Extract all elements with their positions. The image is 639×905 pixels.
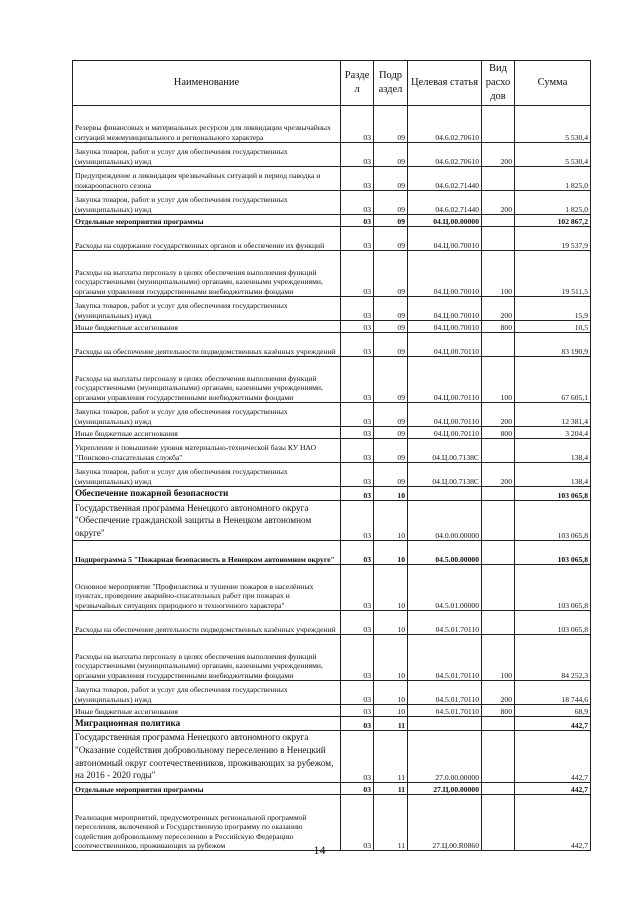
row-expense-type-cell — [482, 541, 515, 565]
row-target-cell — [408, 717, 482, 731]
row-expense-type-cell — [482, 783, 515, 795]
row-expense-type-cell — [482, 227, 515, 251]
row-sum-cell: 12 381,4 — [515, 403, 591, 427]
row-podrazdel-cell: 09 — [374, 167, 408, 191]
row-sum-cell: 19 537,9 — [515, 227, 591, 251]
row-target-cell: 04.5.01.70110 — [408, 635, 482, 681]
row-podrazdel-cell: 10 — [374, 541, 408, 565]
row-podrazdel-cell: 09 — [374, 427, 408, 439]
table-row — [73, 191, 591, 215]
row-podrazdel-cell: 10 — [374, 705, 408, 717]
row-podrazdel-cell: 10 — [374, 681, 408, 705]
row-expense-type-cell: 800 — [482, 705, 515, 717]
row-target-cell: 04.Ц.00.70010 — [408, 321, 482, 333]
row-name-cell: Государственная программа Ненецкого автономного округа "Оказание содействия добровольному переселению в Ненецкий автономный округ соотечественников, проживающих за рубежом, на 2016 - 2020 годы" — [73, 731, 341, 783]
row-name-cell: Отдельные мероприятия программы — [73, 215, 341, 227]
row-name-cell: Расходы на выплаты персоналу в целях обеспечения выполнения функций государственными (муниципальными) органами, казенными учреждениями, органами управления государственными внебюджетными фондами — [73, 635, 341, 681]
row-sum-cell: 102 867,2 — [515, 215, 591, 227]
row-podrazdel-cell: 11 — [374, 717, 408, 731]
row-expense-type-cell — [482, 106, 515, 143]
row-sum-cell: 103 065,8 — [515, 487, 591, 501]
row-razdel-cell: 03 — [341, 717, 374, 731]
header-podrazdel: Подр аздел — [374, 61, 408, 106]
table-row — [73, 403, 591, 427]
row-podrazdel-cell: 09 — [374, 143, 408, 167]
row-razdel-cell: 03 — [341, 731, 374, 783]
header-expense-type: Вид расхо дов — [482, 61, 515, 106]
row-podrazdel-cell: 09 — [374, 227, 408, 251]
row-podrazdel-cell: 11 — [374, 795, 408, 851]
table-row — [73, 565, 591, 611]
row-name-cell: Закупка товаров, работ и услуг для обеспечения государственных (муниципальных) нужд — [73, 403, 341, 427]
row-sum-cell: 68,9 — [515, 705, 591, 717]
row-podrazdel-cell: 09 — [374, 297, 408, 321]
row-razdel-cell: 03 — [341, 357, 374, 403]
row-target-cell: 04.Ц.00.70110 — [408, 427, 482, 439]
row-target-cell: 04.Ц.00.70010 — [408, 251, 482, 297]
row-sum-cell: 442,7 — [515, 731, 591, 783]
row-razdel-cell: 03 — [341, 297, 374, 321]
row-razdel-cell: 03 — [341, 611, 374, 635]
row-razdel-cell: 03 — [341, 106, 374, 143]
row-sum-cell: 10,5 — [515, 321, 591, 333]
row-name-cell: Основное мероприятие "Профилактика и тушение пожаров в населённых пунктах, проведение аварийно-спасательных работ при пожарах и чрезвычайных ситуациях природного и техногенного характера" — [73, 565, 341, 611]
table-row — [73, 215, 591, 227]
row-sum-cell: 1 825,0 — [515, 191, 591, 215]
table-row — [73, 106, 591, 143]
row-expense-type-cell: 200 — [482, 463, 515, 487]
row-expense-type-cell: 800 — [482, 321, 515, 333]
row-podrazdel-cell: 09 — [374, 463, 408, 487]
row-target-cell: 04.5.00.00000 — [408, 541, 482, 565]
row-expense-type-cell — [482, 167, 515, 191]
row-razdel-cell: 03 — [341, 795, 374, 851]
row-razdel-cell: 03 — [341, 541, 374, 565]
row-expense-type-cell: 200 — [482, 681, 515, 705]
row-sum-cell: 1 825,0 — [515, 167, 591, 191]
row-target-cell: 04.6.02.71440 — [408, 167, 482, 191]
table-row — [73, 427, 591, 439]
row-razdel-cell: 03 — [341, 783, 374, 795]
row-name-cell: Расходы на обеспечение деятельности подведомственных казённых учреждений — [73, 333, 341, 357]
row-expense-type-cell — [482, 501, 515, 541]
row-target-cell: 27.0.00.00000 — [408, 731, 482, 783]
row-podrazdel-cell: 11 — [374, 731, 408, 783]
row-sum-cell: 103 065,8 — [515, 541, 591, 565]
row-sum-cell: 103 065,8 — [515, 501, 591, 541]
page-number: 14 — [313, 843, 326, 857]
row-target-cell: 27.Ц.00.R0860 — [408, 795, 482, 851]
row-name-cell: Закупка товаров, работ и услуг для обеспечения государственных (муниципальных) нужд — [73, 191, 341, 215]
row-sum-cell: 67 605,1 — [515, 357, 591, 403]
row-razdel-cell: 03 — [341, 463, 374, 487]
row-podrazdel-cell: 09 — [374, 357, 408, 403]
row-target-cell: 04.0.00.00000 — [408, 501, 482, 541]
row-target-cell: 04.Ц.00.70110 — [408, 333, 482, 357]
row-expense-type-cell — [482, 731, 515, 783]
row-podrazdel-cell: 09 — [374, 215, 408, 227]
row-expense-type-cell — [482, 611, 515, 635]
row-podrazdel-cell: 09 — [374, 321, 408, 333]
row-sum-cell: 19 511,5 — [515, 251, 591, 297]
row-name-cell: Укрепление и повышение уровня материально-технической базы КУ НАО "Поисково-спасательная служба" — [73, 439, 341, 463]
row-name-cell: Иные бюджетные ассигнования — [73, 705, 341, 717]
row-razdel-cell: 03 — [341, 403, 374, 427]
table-row — [73, 487, 591, 501]
table-row — [73, 167, 591, 191]
row-razdel-cell: 03 — [341, 227, 374, 251]
row-sum-cell: 5 530,4 — [515, 143, 591, 167]
row-expense-type-cell — [482, 439, 515, 463]
row-sum-cell: 18 744,6 — [515, 681, 591, 705]
row-podrazdel-cell: 09 — [374, 333, 408, 357]
row-target-cell: 27.Ц.00.00000 — [408, 783, 482, 795]
row-name-cell: Государственная программа Ненецкого автономного округа "Обеспечение гражданской защиты в Ненецком автономном округе" — [73, 501, 341, 541]
row-sum-cell: 3 204,4 — [515, 427, 591, 439]
table-row — [73, 439, 591, 463]
header-sum: Сумма — [515, 61, 591, 106]
row-target-cell: 04.Ц.00.00000 — [408, 215, 482, 227]
table-row — [73, 541, 591, 565]
table-row — [73, 705, 591, 717]
row-sum-cell: 138,4 — [515, 439, 591, 463]
table-header — [73, 61, 591, 106]
row-podrazdel-cell: 10 — [374, 501, 408, 541]
row-target-cell: 04.Ц.00.70010 — [408, 297, 482, 321]
row-name-cell: Закупка товаров, работ и услуг для обеспечения государственных (муниципальных) нужд — [73, 143, 341, 167]
row-target-cell: 04.Ц.00.7138С — [408, 463, 482, 487]
row-name-cell: Иные бюджетные ассигнования — [73, 321, 341, 333]
row-razdel-cell: 03 — [341, 143, 374, 167]
row-razdel-cell: 03 — [341, 167, 374, 191]
row-sum-cell: 103 065,8 — [515, 565, 591, 611]
table-row — [73, 143, 591, 167]
row-target-cell: 04.6.02.70610 — [408, 106, 482, 143]
budget-table — [72, 60, 591, 851]
row-expense-type-cell: 200 — [482, 403, 515, 427]
row-name-cell: Закупка товаров, работ и услуг для обеспечения государственных (муниципальных) нужд — [73, 297, 341, 321]
row-name-cell: Расходы на выплаты персоналу в целях обеспечения выполнения функций государственными (муниципальными) органами, казенными учреждениями, органами управления государственными внебюджетными фондами — [73, 357, 341, 403]
table-row — [73, 501, 591, 541]
row-name-cell: Расходы на выплаты персоналу в целях обеспечения выполнения функций государственными (муниципальными) органами, казенными учреждениями, органами управления государственными внебюджетными фондами — [73, 251, 341, 297]
row-target-cell: 04.Ц.00.70110 — [408, 403, 482, 427]
row-expense-type-cell — [482, 487, 515, 501]
row-razdel-cell: 03 — [341, 565, 374, 611]
row-name-cell: Подпрограмма 5 "Пожарная безопасность в Ненецком автономном округе" — [73, 541, 341, 565]
table-row — [73, 681, 591, 705]
row-razdel-cell: 03 — [341, 215, 374, 227]
table-body — [73, 106, 591, 851]
row-name-cell: Расходы на содержание государственных органов и обеспечение их функций — [73, 227, 341, 251]
row-podrazdel-cell: 09 — [374, 439, 408, 463]
row-expense-type-cell — [482, 215, 515, 227]
row-target-cell: 04.5.01.00000 — [408, 565, 482, 611]
row-name-cell: Закупка товаров, работ и услуг для обеспечения государственных (муниципальных) нужд — [73, 681, 341, 705]
row-expense-type-cell: 200 — [482, 143, 515, 167]
row-name-cell: Иные бюджетные ассигнования — [73, 427, 341, 439]
row-name-cell: Резервы финансовых и материальных ресурсов для ликвидации чрезвычайных ситуаций межмуниципального и регионального характера — [73, 106, 341, 143]
table-row — [73, 783, 591, 795]
row-expense-type-cell: 200 — [482, 191, 515, 215]
table-row — [73, 333, 591, 357]
row-sum-cell: 5 530,4 — [515, 106, 591, 143]
row-podrazdel-cell: 10 — [374, 635, 408, 681]
row-name-cell: Предупреждение и ликвидация чрезвычайных ситуаций в период паводка и пожароопасного сезона — [73, 167, 341, 191]
table-row — [73, 251, 591, 297]
row-expense-type-cell: 100 — [482, 635, 515, 681]
row-razdel-cell: 03 — [341, 439, 374, 463]
row-razdel-cell: 03 — [341, 333, 374, 357]
header-target-article: Целевая статья — [408, 61, 482, 106]
table-row — [73, 731, 591, 783]
row-razdel-cell: 03 — [341, 681, 374, 705]
table-row — [73, 611, 591, 635]
row-podrazdel-cell: 10 — [374, 611, 408, 635]
row-podrazdel-cell: 09 — [374, 403, 408, 427]
row-podrazdel-cell: 10 — [374, 487, 408, 501]
row-expense-type-cell: 800 — [482, 427, 515, 439]
row-expense-type-cell — [482, 333, 515, 357]
row-podrazdel-cell: 09 — [374, 106, 408, 143]
row-target-cell: 04.Ц.00.70110 — [408, 357, 482, 403]
row-podrazdel-cell: 11 — [374, 783, 408, 795]
row-sum-cell: 15,9 — [515, 297, 591, 321]
row-name-cell: Отдельные мероприятия программы — [73, 783, 341, 795]
row-target-cell: 04.Ц.00.70010 — [408, 227, 482, 251]
table-row — [73, 357, 591, 403]
row-sum-cell: 442,7 — [515, 717, 591, 731]
row-razdel-cell: 03 — [341, 705, 374, 717]
table-row — [73, 463, 591, 487]
table-row — [73, 297, 591, 321]
row-razdel-cell: 03 — [341, 191, 374, 215]
row-target-cell: 04.6.02.70610 — [408, 143, 482, 167]
row-target-cell — [408, 487, 482, 501]
row-target-cell: 04.5.01.70110 — [408, 681, 482, 705]
row-razdel-cell: 03 — [341, 635, 374, 681]
row-podrazdel-cell: 09 — [374, 251, 408, 297]
table-row — [73, 227, 591, 251]
table-row — [73, 321, 591, 333]
row-sum-cell: 84 252,3 — [515, 635, 591, 681]
row-name-cell: Миграционная политика — [73, 717, 341, 731]
row-target-cell: 04.6.02.71440 — [408, 191, 482, 215]
row-podrazdel-cell: 10 — [374, 565, 408, 611]
row-sum-cell: 103 065,8 — [515, 611, 591, 635]
row-expense-type-cell — [482, 565, 515, 611]
row-razdel-cell: 03 — [341, 427, 374, 439]
row-expense-type-cell: 100 — [482, 251, 515, 297]
table-row — [73, 717, 591, 731]
row-expense-type-cell: 200 — [482, 297, 515, 321]
header-razdel: Разде л — [341, 61, 374, 106]
row-name-cell: Закупка товаров, работ и услуг для обеспечения государственных (муниципальных) нужд — [73, 463, 341, 487]
row-razdel-cell: 03 — [341, 501, 374, 541]
row-razdel-cell: 03 — [341, 321, 374, 333]
row-sum-cell: 442,7 — [515, 783, 591, 795]
row-expense-type-cell: 100 — [482, 357, 515, 403]
row-razdel-cell: 03 — [341, 487, 374, 501]
row-name-cell: Обеспечение пожарной безопасности — [73, 487, 341, 501]
header-name: Наименование — [73, 61, 341, 106]
row-podrazdel-cell: 09 — [374, 191, 408, 215]
row-sum-cell: 138,4 — [515, 463, 591, 487]
row-target-cell: 04.5.01.70110 — [408, 611, 482, 635]
row-name-cell: Реализация мероприятий, предусмотренных региональной программой переселения, включенной в Государственную программу по оказанию содействия добровольному переселению в Российскую Федерацию соотечественников, проживающих за рубежом — [73, 795, 341, 851]
table-row — [73, 635, 591, 681]
row-target-cell: 04.Ц.00.7138С — [408, 439, 482, 463]
row-sum-cell: 83 190,9 — [515, 333, 591, 357]
row-razdel-cell: 03 — [341, 251, 374, 297]
row-target-cell: 04.5.01.70110 — [408, 705, 482, 717]
row-sum-cell: 442,7 — [515, 795, 591, 851]
row-name-cell: Расходы на обеспечение деятельности подведомственных казённых учреждений — [73, 611, 341, 635]
row-expense-type-cell — [482, 717, 515, 731]
